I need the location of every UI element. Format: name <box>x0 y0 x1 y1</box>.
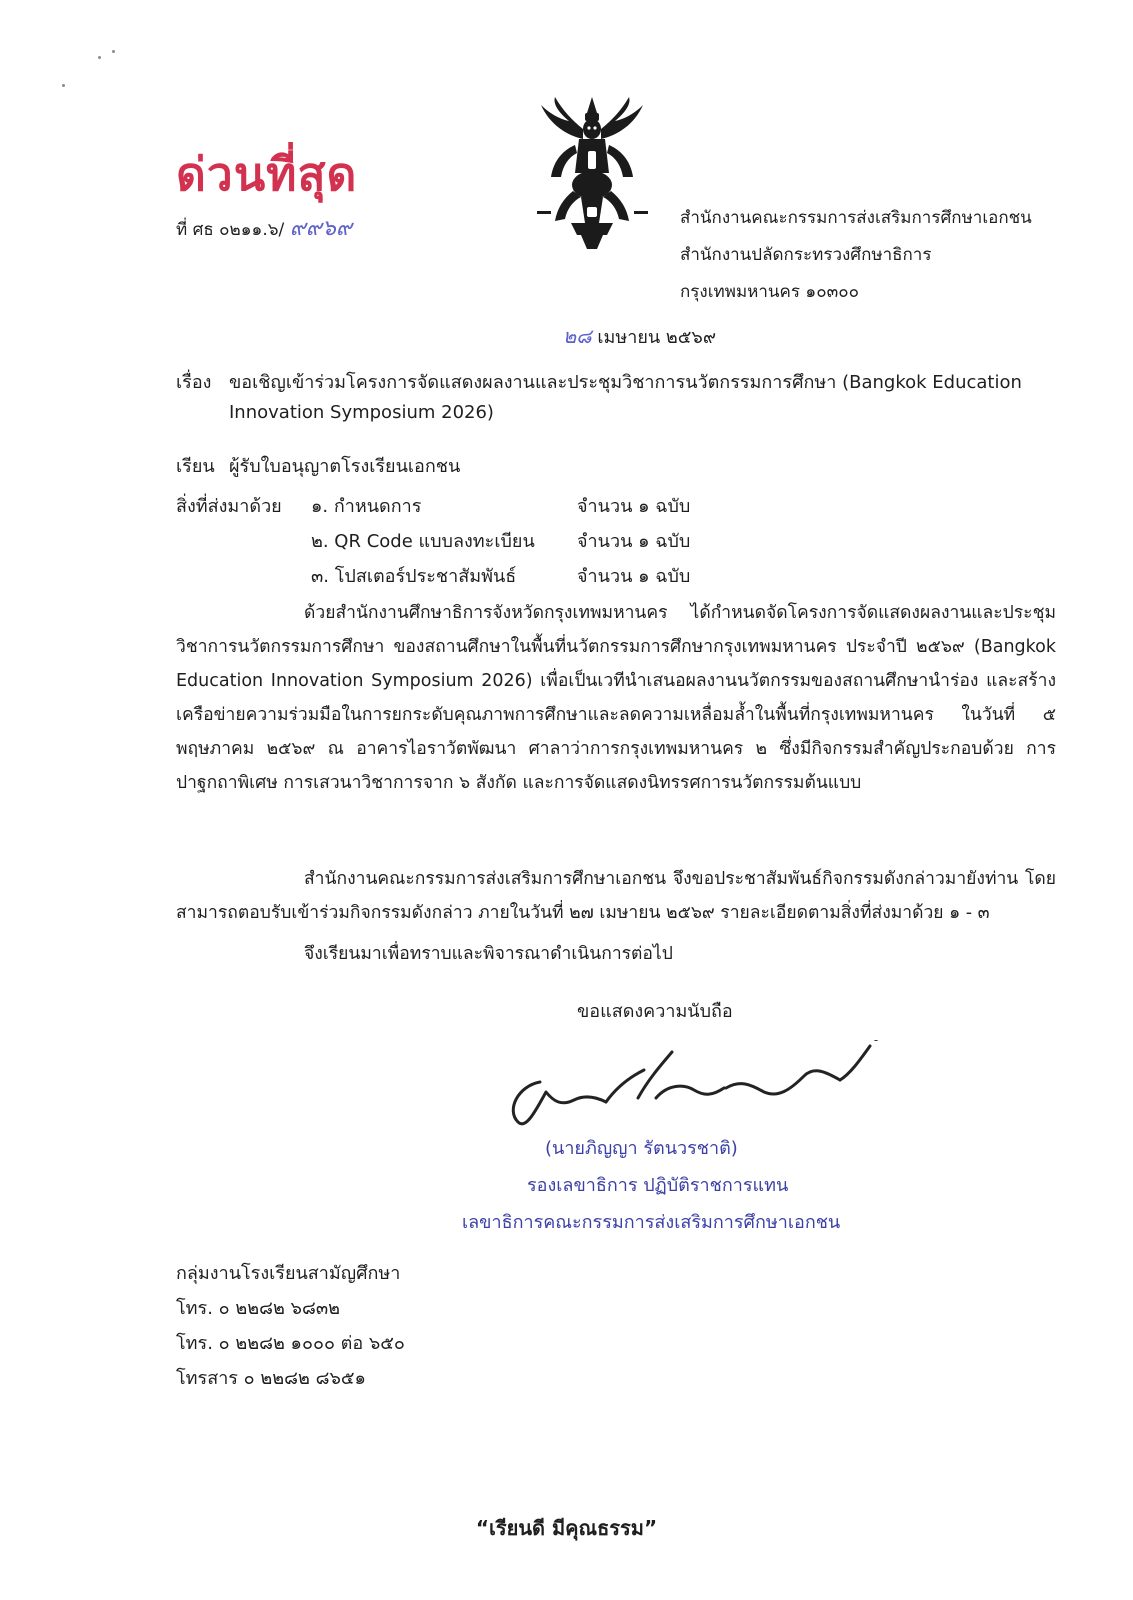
reference-handwritten-number: ๙๙๖๙ <box>289 216 352 241</box>
enclosure-item-name: ๓. โปสเตอร์ประชาสัมพันธ์ <box>311 566 517 587</box>
sender-line-3: กรุงเทพมหานคร ๑๐๓๐๐ <box>680 282 859 302</box>
motto-footer: “เรียนดี มีคุณธรรม” <box>475 1516 658 1540</box>
reference-number <box>176 210 352 245</box>
closing-text: ขอแสดงความนับถือ <box>577 1001 733 1022</box>
enclosures-label: สิ่งที่ส่งมาด้วย <box>176 496 282 517</box>
body-paragraph-3: จึงเรียนมาเพื่อทราบและพิจารณาดำเนินการต่อไป <box>304 944 673 964</box>
subject-line-2: Innovation Symposium 2026) <box>229 402 494 423</box>
enclosure-item-count: จำนวน ๑ ฉบับ <box>577 496 691 517</box>
subject-label: เรื่อง <box>176 372 212 393</box>
scan-speck <box>98 56 101 59</box>
enclosure-item-name: ๑. กำหนดการ <box>311 496 422 517</box>
body-paragraph-1: ด้วยสำนักงานศึกษาธิการจังหวัดกรุงเทพมหานคร ได้กำหนดจัดโครงการจัดแสดงผลงานและประชุมวิชาการนวัตกรรมการศึกษา ของสถานศึกษาในพื้นที่นวัตกรรมการศึกษากรุงเทพมหานคร ประจำปี ๒๕๖๙ (Bangkok Education Innovation Symposium 2026) เพื่อเป็นเวทีนำเสนอผลงานนวัตกรรมของสถานศึกษานำร่อง และสร้างเครือข่ายความร่วมมือในการยกระดับคุณภาพการศึกษาและลดความเหลื่อมล้ำในพื้นที่กรุงเทพมหานคร ในวันที่ ๕ พฤษภาคม ๒๕๖๙ ณ อาคารไอราวัตพัฒนา ศาลาว่าการกรุงเทพมหานคร ๒ ซึ่งมีกิจกรรมสำคัญประกอบด้วย การปาฐกถาพิเศษ การเสวนาวิชาการจาก ๖ สังกัด และการจัดแสดงนิทรรศการนวัตกรรมต้นแบบ <box>176 603 1056 793</box>
scan-speck <box>62 84 65 87</box>
sender-line-1: สำนักงานคณะกรรมการส่งเสริมการศึกษาเอกชน <box>680 208 1032 228</box>
contact-fax: โทรสาร ๐ ๒๒๘๒ ๘๖๕๑ <box>176 1368 366 1389</box>
signer-name: (นายภิญญา รัตนวรชาติ) <box>545 1138 738 1159</box>
letter-date <box>563 320 716 352</box>
enclosure-item-name: ๒. QR Code แบบลงทะเบียน <box>311 531 535 552</box>
contact-phone-1: โทร. ๐ ๒๒๘๒ ๖๘๓๒ <box>176 1298 341 1319</box>
date-handwritten-day: ๒๘ <box>563 324 592 348</box>
enclosure-item-count: จำนวน ๑ ฉบับ <box>577 531 691 552</box>
sender-line-2: สำนักงานปลัดกระทรวงศึกษาธิการ <box>680 245 932 265</box>
urgency-stamp: ด่วนที่สุด <box>176 147 358 201</box>
scan-speck <box>112 50 115 53</box>
body-paragraph-2: สำนักงานคณะกรรมการส่งเสริมการศึกษาเอกชน จึงขอประชาสัมพันธ์กิจกรรมดังกล่าวมายังท่าน โดยสามารถตอบรับเข้าร่วมกิจกรรมดังกล่าว ภายในวันที่ ๒๗ เมษายน ๒๕๖๙ รายละเอียดตามสิ่งที่ส่งมาด้วย ๑ - ๓ <box>176 869 1056 923</box>
date-month-year: เมษายน ๒๕๖๙ <box>597 327 717 348</box>
contact-department: กลุ่มงานโรงเรียนสามัญศึกษา <box>176 1263 401 1284</box>
reference-prefix: ที่ ศธ ๐๒๑๑.๖/ <box>176 220 285 240</box>
to-text: ผู้รับใบอนุญาตโรงเรียนเอกชน <box>229 456 461 477</box>
garuda-emblem <box>535 95 650 250</box>
contact-phone-2: โทร. ๐ ๒๒๘๒ ๑๐๐๐ ต่อ ๖๕๐ <box>176 1333 405 1354</box>
subject-line-1: ขอเชิญเข้าร่วมโครงการจัดแสดงผลงานและประชุมวิชาการนวัตกรรมการศึกษา (Bangkok Education <box>229 372 1022 393</box>
to-label: เรียน <box>176 456 215 477</box>
signer-title-1: รองเลขาธิการ ปฏิบัติราชการแทน <box>527 1175 789 1196</box>
signer-title-2: เลขาธิการคณะกรรมการส่งเสริมการศึกษาเอกชน <box>462 1212 841 1233</box>
enclosure-item-count: จำนวน ๑ ฉบับ <box>577 566 691 587</box>
